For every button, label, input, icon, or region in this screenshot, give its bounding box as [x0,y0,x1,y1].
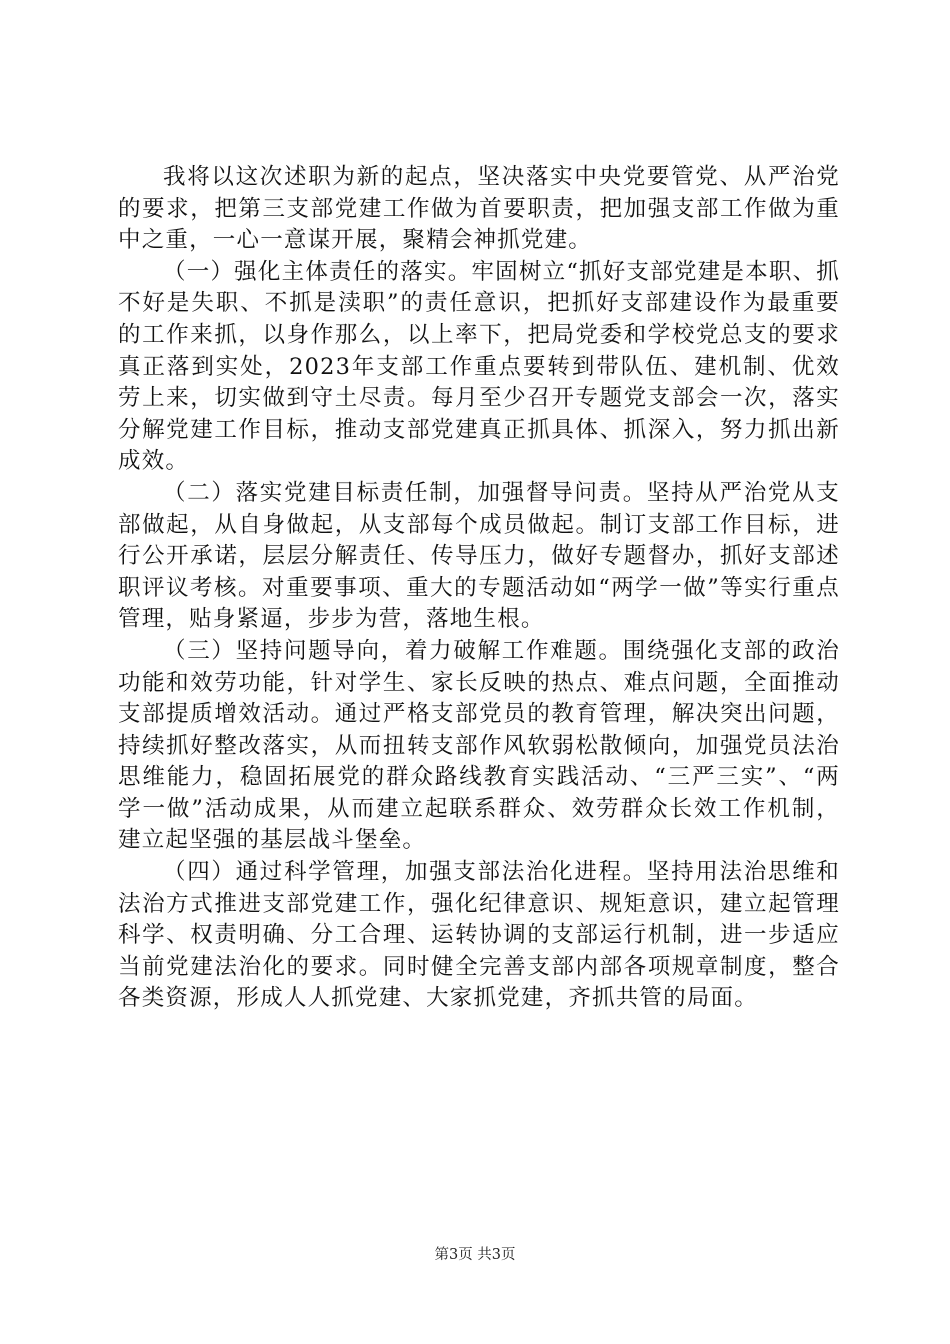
section-3-paragraph: （三）坚持问题导向，着力破解工作难题。围绕强化支部的政治功能和效劳功能，针对学生、家长反映的热点、难点问题，全面推动支部提质增效活动。通过严格支部党员的教育管理，解决突出问题，持续抓好整改落实，从而扭转支部作风软弱松散倾向，加强党员法治思维能力，稳固拓展党的群众路线教育实践活动、“三严三实”、“两学一做”活动成果，从而建立起联系群众、效劳群众长效工作机制，建立起坚强的基层战斗堡垒。 [118,637,840,854]
section-1-paragraph: （一）强化主体责任的落实。牢固树立“抓好支部党建是本职、抓不好是失职、不抓是渎职”的责任意识，把抓好支部建设作为最重要的工作来抓，以身作那么，以上率下，把局党委和学校党总支的要求真正落到实处，2023年支部工作重点要转到带队伍、建机制、优效劳上来，切实做到守土尽责。每月至少召开专题党支部会一次，落实分解党建工作目标，推动支部党建真正抓具体、抓深入，努力抓出新成效。 [118,258,840,475]
intro-paragraph: 我将以这次述职为新的起点，坚决落实中央党要管党、从严治党的要求，把第三支部党建工作做为首要职责，把加强支部工作做为重中之重，一心一意谋开展，聚精会神抓党建。 [118,164,840,254]
page-number-footer: 第3页 共3页 [434,1247,516,1263]
section-4-paragraph: （四）通过科学管理，加强支部法治化进程。坚持用法治思维和法治方式推进支部党建工作，强化纪律意识、规矩意识，建立起管理科学、权责明确、分工合理、运转协调的支部运行机制，进一步适应当前党建法治化的要求。同时健全完善支部内部各项规章制度，整合各类资源，形成人人抓党建、大家抓党建，齐抓共管的局面。 [118,859,840,1012]
section-2-paragraph: （二）落实党建目标责任制，加强督导问责。坚持从严治党从支部做起，从自身做起，从支部每个成员做起。制订支部工作目标，进行公开承诺，层层分解责任、传导压力，做好专题督办，抓好支部述职评议考核。对重要事项、重大的专题活动如“两学一做”等实行重点管理，贴身紧逼，步步为营，落地生根。 [118,479,840,633]
document-body [118,162,840,1015]
